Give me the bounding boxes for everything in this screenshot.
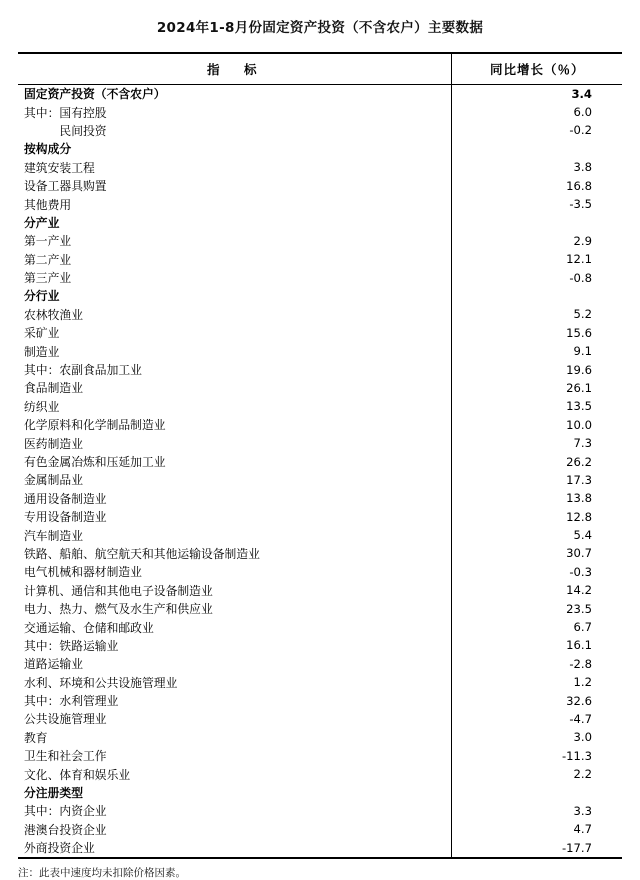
row-label: 固定资产投资（不含农户） <box>18 85 452 103</box>
table-row <box>18 85 622 103</box>
row-value: 26.2 <box>566 454 592 469</box>
table-row <box>18 103 622 121</box>
table-row <box>18 489 622 507</box>
row-label: 其中：铁路运输业 <box>18 636 452 654</box>
row-value: -0.8 <box>569 270 592 285</box>
table-body <box>18 85 622 857</box>
table-row <box>18 581 622 599</box>
table-row <box>18 544 622 562</box>
table-row <box>18 839 622 857</box>
table-row <box>18 250 622 268</box>
row-value: -4.7 <box>569 711 592 726</box>
row-value: 13.8 <box>566 491 592 506</box>
table-row <box>18 802 622 820</box>
row-label: 铁路、船舶、航空航天和其他运输设备制造业 <box>18 544 452 562</box>
fixed-asset-investment-table <box>18 54 622 857</box>
table-row <box>18 232 622 250</box>
table-row <box>18 507 622 525</box>
row-label: 第三产业 <box>18 268 452 286</box>
row-label: 其他费用 <box>18 195 452 213</box>
table-row <box>18 563 622 581</box>
row-label: 其中：水利管理业 <box>18 691 452 709</box>
table-row <box>18 287 622 305</box>
table-row <box>18 268 622 286</box>
row-value: 13.5 <box>566 399 592 414</box>
row-label: 第二产业 <box>18 250 452 268</box>
row-value: -0.3 <box>569 564 592 579</box>
row-label: 汽车制造业 <box>18 526 452 544</box>
table-row <box>18 213 622 231</box>
table-row <box>18 728 622 746</box>
table-row <box>18 526 622 544</box>
row-label: 分行业 <box>18 287 452 305</box>
row-label: 食品制造业 <box>18 379 452 397</box>
row-value: 3.0 <box>573 730 592 745</box>
row-label: 电力、热力、燃气及水生产和供应业 <box>18 599 452 617</box>
table-row <box>18 416 622 434</box>
table-row <box>18 618 622 636</box>
row-label: 第一产业 <box>18 232 452 250</box>
page-title: 2024年1-8月份固定资产投资（不含农户）主要数据 <box>156 20 484 36</box>
row-label: 分产业 <box>18 213 452 231</box>
column-header-growth: 同比增长（％） <box>452 54 622 85</box>
table-row <box>18 710 622 728</box>
row-value: 16.1 <box>566 638 592 653</box>
row-value: 5.4 <box>573 528 592 543</box>
row-value: 16.8 <box>566 178 592 193</box>
row-value: -0.2 <box>569 123 592 138</box>
table-row <box>18 673 622 691</box>
row-value: 3.3 <box>573 803 592 818</box>
row-label: 医药制造业 <box>18 434 452 452</box>
row-label: 其中：国有控股 <box>18 103 452 121</box>
row-label: 分注册类型 <box>18 783 452 801</box>
row-value: -3.5 <box>569 197 592 212</box>
row-value <box>452 213 622 231</box>
table-row <box>18 747 622 765</box>
row-label: 有色金属冶炼和压延加工业 <box>18 452 452 470</box>
row-value: 2.9 <box>573 233 592 248</box>
row-value: 6.0 <box>573 105 592 120</box>
table-note: 注：此表中速度均未扣除价格因素。 <box>18 866 186 879</box>
table-row <box>18 342 622 360</box>
table-row <box>18 195 622 213</box>
row-label: 外商投资企业 <box>18 839 452 857</box>
table-row <box>18 397 622 415</box>
row-value <box>452 140 622 158</box>
table-row <box>18 140 622 158</box>
table-header-row <box>18 54 622 85</box>
row-value: 12.8 <box>566 509 592 524</box>
table-header <box>18 54 622 85</box>
row-value: 19.6 <box>566 362 592 377</box>
row-label: 卫生和社会工作 <box>18 747 452 765</box>
table-row <box>18 121 622 139</box>
row-value: -2.8 <box>569 656 592 671</box>
row-label: 计算机、通信和其他电子设备制造业 <box>18 581 452 599</box>
table-row <box>18 452 622 470</box>
table-row <box>18 471 622 489</box>
table-row <box>18 176 622 194</box>
table-row <box>18 305 622 323</box>
row-value: 5.2 <box>573 307 592 322</box>
row-value: 9.1 <box>573 344 592 359</box>
table-row <box>18 434 622 452</box>
row-value: 12.1 <box>566 252 592 267</box>
row-label: 交通运输、仓储和邮政业 <box>18 618 452 636</box>
row-label: 按构成分 <box>18 140 452 158</box>
row-label: 采矿业 <box>18 324 452 342</box>
row-value: -17.7 <box>562 840 592 855</box>
row-value: 1.2 <box>573 675 592 690</box>
row-value: 15.6 <box>566 325 592 340</box>
row-value: 7.3 <box>573 436 592 451</box>
row-value: 26.1 <box>566 380 592 395</box>
row-value: 23.5 <box>566 601 592 616</box>
row-label: 电气机械和器材制造业 <box>18 563 452 581</box>
row-value: 30.7 <box>566 546 592 561</box>
table-row <box>18 379 622 397</box>
data-table-container <box>18 52 622 859</box>
table-row <box>18 158 622 176</box>
row-label: 其中：内资企业 <box>18 802 452 820</box>
row-label: 公共设施管理业 <box>18 710 452 728</box>
row-label: 道路运输业 <box>18 655 452 673</box>
row-label: 设备工器具购置 <box>18 176 452 194</box>
row-value: 17.3 <box>566 472 592 487</box>
row-label: 制造业 <box>18 342 452 360</box>
document-page <box>0 18 640 879</box>
column-header-indicator: 指 标 <box>18 54 452 85</box>
table-row <box>18 655 622 673</box>
row-value: 14.2 <box>566 583 592 598</box>
row-value: 32.6 <box>566 693 592 708</box>
row-value: -11.3 <box>562 748 592 763</box>
table-row <box>18 360 622 378</box>
row-label: 通用设备制造业 <box>18 489 452 507</box>
row-label: 其中：农副食品加工业 <box>18 360 452 378</box>
row-value: 3.8 <box>573 160 592 175</box>
row-value: 2.2 <box>573 767 592 782</box>
row-label: 建筑安装工程 <box>18 158 452 176</box>
row-label: 农林牧渔业 <box>18 305 452 323</box>
table-row <box>18 765 622 783</box>
row-value: 10.0 <box>566 417 592 432</box>
row-label: 金属制品业 <box>18 471 452 489</box>
table-row <box>18 599 622 617</box>
row-label: 水利、环境和公共设施管理业 <box>18 673 452 691</box>
row-value <box>452 783 622 801</box>
row-label: 文化、体育和娱乐业 <box>18 765 452 783</box>
row-label: 教育 <box>18 728 452 746</box>
row-label: 专用设备制造业 <box>18 507 452 525</box>
row-label: 港澳台投资企业 <box>18 820 452 838</box>
row-value: 3.4 <box>571 86 592 101</box>
row-label: 化学原料和化学制品制造业 <box>18 416 452 434</box>
row-label: 民间投资 <box>18 121 452 139</box>
row-value: 6.7 <box>573 620 592 635</box>
table-row <box>18 783 622 801</box>
row-value: 4.7 <box>573 822 592 837</box>
table-row <box>18 636 622 654</box>
table-row <box>18 324 622 342</box>
row-label: 纺织业 <box>18 397 452 415</box>
table-row <box>18 691 622 709</box>
row-value <box>452 287 622 305</box>
